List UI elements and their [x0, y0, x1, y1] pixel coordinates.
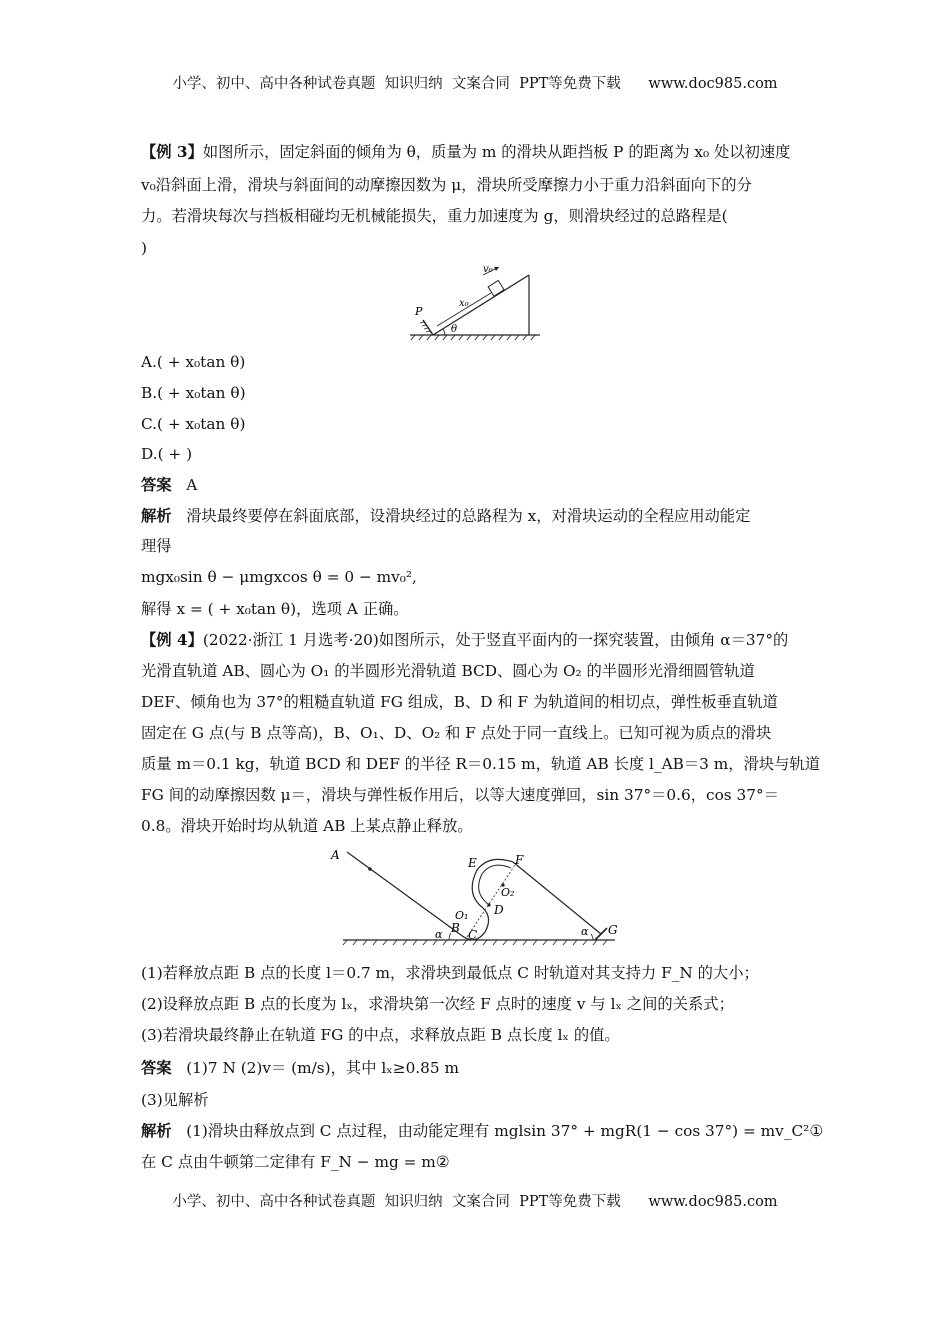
option-d: D.( + ) [141, 445, 193, 463]
incline-figure [405, 262, 545, 342]
v0-label: v₀ [483, 264, 493, 275]
example4-stem-line1: 【例 4】(2022·浙江 1 月选考·20)如图所示，处于竖直平面内的一探究装置，由倾角 α＝37°的 [141, 631, 789, 649]
example3-stem-line2: v₀沿斜面上滑，滑块与斜面间的动摩擦因数为 μ，滑块所受摩擦力小于重力沿斜面向下的分 [141, 176, 752, 194]
label-alpha-right: α [581, 925, 589, 938]
example4-stem-line6: FG 间的动摩擦因数 μ＝，滑块与弹性板作用后，以等大速度弹回，sin 37°＝0.6，cos 37°＝ [141, 786, 779, 804]
label-o2: O₂ [501, 886, 515, 899]
example4-stem-line4: 固定在 G 点(与 B 点等高)，B、O₁、D、O₂ 和 F 点处于同一直线上。已知可视为质点的滑块 [141, 724, 772, 742]
example4-answer: 答案 (1)7 N (2)v＝ (m/s)，其中 lₓ≥0.85 m [141, 1059, 460, 1077]
option-b: B.( + x₀tan θ) [141, 384, 246, 402]
example3-analysis-line4: 解得 x = ( + x₀tan θ)，选项 A 正确。 [141, 600, 409, 618]
example3-tag: 【例 3】 [141, 143, 203, 161]
label-alpha-left: α [435, 928, 443, 941]
example4-analysis-line2: 在 C 点由牛顿第二定律有 F_N − mg = m② [141, 1153, 450, 1171]
example3-stem-line3: 力。若滑块每次与挡板相碰均无机械能损失，重力加速度为 g，则滑块经过的总路程是( [141, 207, 728, 225]
incline-surface [433, 275, 529, 335]
label-c: C [468, 928, 478, 942]
example4-stem-line5: 质量 m＝0.1 kg，轨道 BCD 和 DEF 的半径 R＝0.15 m，轨道 AB 长度 l_AB＝3 m，滑块与轨道 [141, 755, 821, 773]
slider-block [488, 280, 504, 296]
p-label: P [415, 305, 423, 318]
example3-analysis-line2: 理得 [141, 537, 172, 555]
question-1: (1)若释放点距 B 点的长度 l＝0.7 m，求滑块到最低点 C 时轨道对其支持力 F_N 的大小； [141, 964, 759, 982]
question-2: (2)设释放点距 B 点的长度为 lₓ，求滑块第一次经 F 点时的速度 v 与 lₓ 之间的关系式； [141, 995, 734, 1013]
track-figure [325, 842, 625, 952]
label-b: B [451, 921, 460, 935]
page-header: 小学、初中、高中各种试卷真题 知识归纳 文案合同 PPT等免费下载 www.doc985.com [172, 76, 778, 92]
example4-stem-line3: DEF、倾角也为 37°的粗糙直轨道 FG 组成，B、D 和 F 为轨道间的相切点，弹性板垂直轨道 [141, 693, 778, 711]
label-d: D [494, 903, 504, 917]
question-3: (3)若滑块最终静止在轨道 FG 的中点，求释放点距 B 点长度 lₓ 的值。 [141, 1026, 620, 1044]
option-c: C.( + x₀tan θ) [141, 415, 246, 433]
track-fg [513, 862, 601, 934]
label-o1: O₁ [455, 909, 469, 922]
label-a: A [331, 848, 340, 862]
label-e: E [468, 856, 477, 870]
example4-tag: 【例 4】 [141, 631, 203, 649]
example3-analysis-line3: mgx₀sin θ − μmgxcos θ = 0 − mv₀², [141, 568, 417, 586]
example4-answer-line2: (3)见解析 [141, 1091, 209, 1109]
theta-label: θ [451, 324, 458, 335]
label-f: F [515, 853, 524, 867]
release-point [368, 867, 372, 871]
barrier-plate [423, 320, 433, 335]
example4-analysis-line1: 解析 (1)滑块由释放点到 C 点过程，由动能定理有 mglsin 37° + mgR(1 − cos 37°) = mv_C²① [141, 1122, 824, 1140]
center-line [467, 862, 517, 937]
track-ab [347, 852, 461, 935]
option-a: A.( + x₀tan θ) [141, 353, 246, 371]
label-g: G [608, 923, 618, 937]
example4-stem-line2: 光滑直轨道 AB、圆心为 O₁ 的半圆形光滑轨道 BCD、圆心为 O₂ 的半圆形光滑细圆管轨道 [141, 662, 755, 680]
example3-analysis-line1: 解析 滑块最终要停在斜面底部，设滑块经过的总路程为 x，对滑块运动的全程应用动能定 [141, 507, 751, 525]
page-footer: 小学、初中、高中各种试卷真题 知识归纳 文案合同 PPT等免费下载 www.doc985.com [172, 1194, 778, 1210]
x0-label: x₀ [459, 298, 469, 309]
example3-answer: 答案 A [141, 476, 198, 494]
example4-stem-line7: 0.8。滑块开始时均从轨道 AB 上某点静止释放。 [141, 817, 473, 835]
example3-stem-line1: 【例 3】如图所示，固定斜面的倾角为 θ，质量为 m 的滑块从距挡板 P 的距离为 x₀ 处以初速度 [141, 143, 791, 161]
example3-stem-line4: ) [141, 239, 147, 257]
